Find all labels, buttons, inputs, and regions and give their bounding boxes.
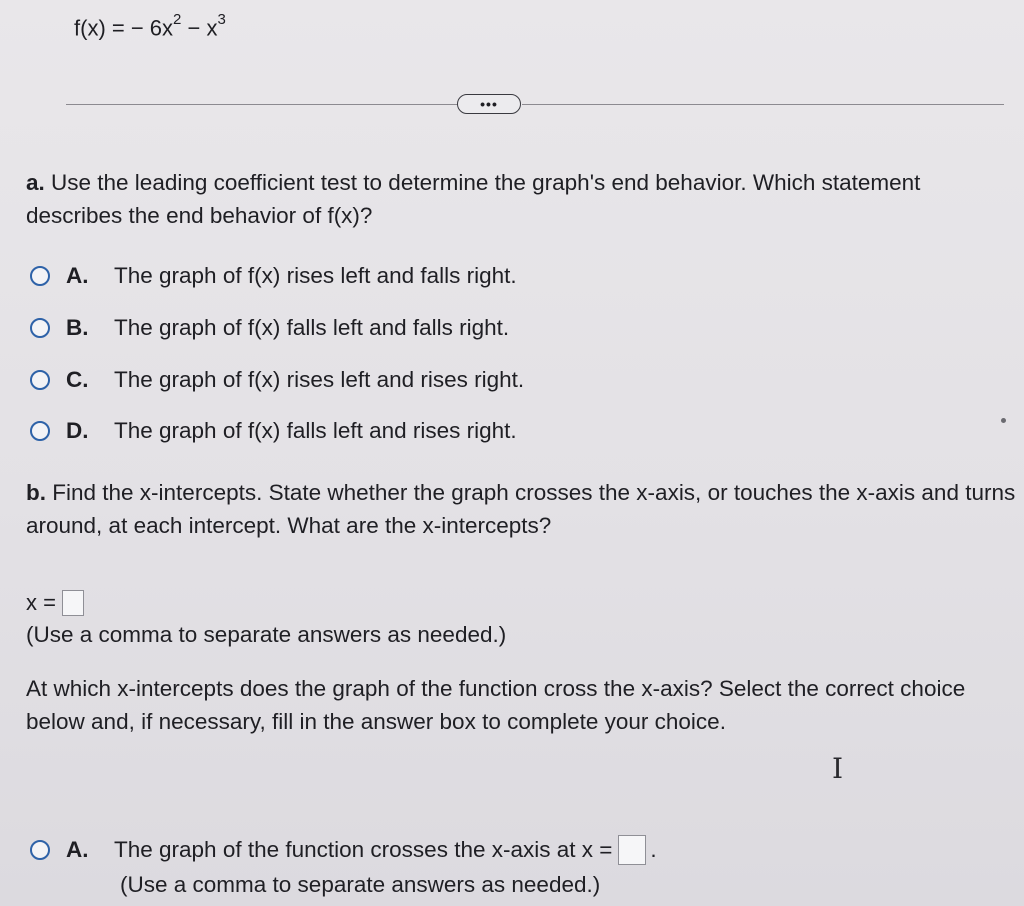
radio-icon[interactable] [30,266,50,286]
radio-icon[interactable] [30,840,50,860]
part-a-option-b[interactable]: B. The graph of f(x) falls left and falls right. [30,311,509,345]
part-a-option-d[interactable]: D. The graph of f(x) falls left and rises right. [30,414,517,448]
radio-icon[interactable] [30,318,50,338]
part-a-question: a. Use the leading coefficient test to determine the graph's end behavior. Which statement describes the end behavior of f(x)? [26,170,921,228]
radio-icon[interactable] [30,370,50,390]
part-a-option-a[interactable]: A. The graph of f(x) rises left and falls right. [30,259,517,293]
ellipsis-icon: ••• [480,96,498,112]
part-b-question: b. Find the x-intercepts. State whether the graph crosses the x-axis, or touches the x-axis and turns around, at each intercept. What are the x-intercepts? [26,480,1016,538]
cross-option-a[interactable]: A. The graph of the function crosses the x-axis at x = . [30,833,657,867]
divider-left [66,104,458,105]
x-intercepts-input[interactable] [62,590,84,616]
more-button[interactable] [457,94,521,114]
cross-comma-hint: (Use a comma to separate answers as needed.) [120,872,601,897]
cross-x-input[interactable] [618,835,646,865]
cross-question: At which x-intercepts does the graph of the function cross the x-axis? Select the correct choice below and, if necessary, fill in the answer box to complete your choice. [26,676,966,734]
text-cursor-icon: I [832,752,844,785]
x-equals-label: x = [26,590,56,615]
x-intercepts-answer-row [26,590,84,616]
divider-right [522,104,1004,105]
radio-icon[interactable] [30,421,50,441]
function-expression: f(x) = − $6x^2 - x^3$ [74,11,226,41]
comma-hint: (Use a comma to separate answers as needed.) [26,622,507,647]
stray-mark [1001,418,1006,423]
part-a-option-c[interactable]: C. The graph of f(x) rises left and rises right. [30,363,524,397]
